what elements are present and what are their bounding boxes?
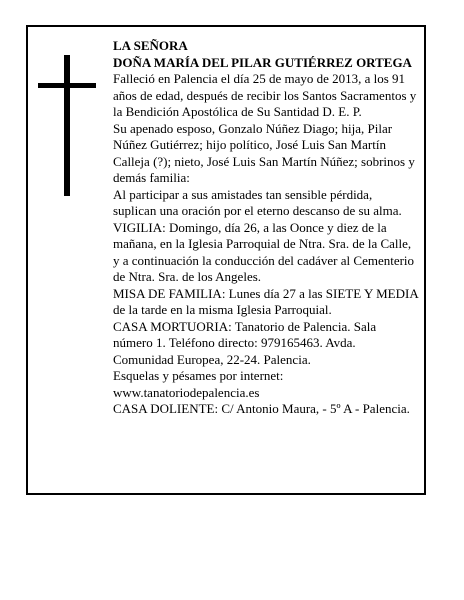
deceased-name: DOÑA MARÍA DEL PILAR GUTIÉRREZ ORTEGA	[113, 54, 412, 70]
cross-horizontal-bar	[38, 83, 96, 88]
death-announcement: Falleció en Palencia el día 25 de mayo de 2013, a los 91 años de edad, después de recibir los Santos Sacramentos y la Bendición Apostólica de Su Santidad D. E. P.	[113, 71, 417, 119]
obituary-text	[113, 38, 418, 418]
cross-vertical-bar	[64, 55, 70, 196]
family-mass-info: MISA DE FAMILIA: Lunes día 27 a las SIETE Y MEDIA de la tarde en la misma Iglesia Parroquial.	[113, 285, 418, 317]
title-line-1: LA SEÑORA	[113, 38, 188, 53]
funeral-home-info: CASA MORTUORIA: Tanatorio de Palencia. Sala número 1. Teléfono directo: 979165463. Avda. Comunidad Europea, 22-24. Palencia.	[113, 318, 377, 367]
family-list: Su apenado esposo, Gonzalo Núñez Diago; hija, Pilar Núñez Gutiérrez; hijo político, José Luis San Martín Calleja (?); nieto, José Luis San Martín Núñez; sobrinos y demás familia:	[113, 120, 415, 185]
mourning-house-info: CASA DOLIENTE: C/ Antonio Maura, - 5º A - Palencia.	[113, 401, 410, 416]
vigil-info: VIGILIA: Domingo, día 26, a las Oonce y diez de la mañana, en la Iglesia Parroquial de Ntra. Sra. de la Calle, y a continuación la conducción del cadáver al Cementerio de Ntra. Sra. de los Angeles.	[113, 219, 415, 284]
prayer-request: Al participar a sus amistades tan sensible pérdida, suplican una oración por el eterno descanso de su alma.	[113, 186, 402, 218]
online-condolences: Esquelas y pésames por internet: www.tanatoriodepalencia.es	[113, 368, 284, 400]
